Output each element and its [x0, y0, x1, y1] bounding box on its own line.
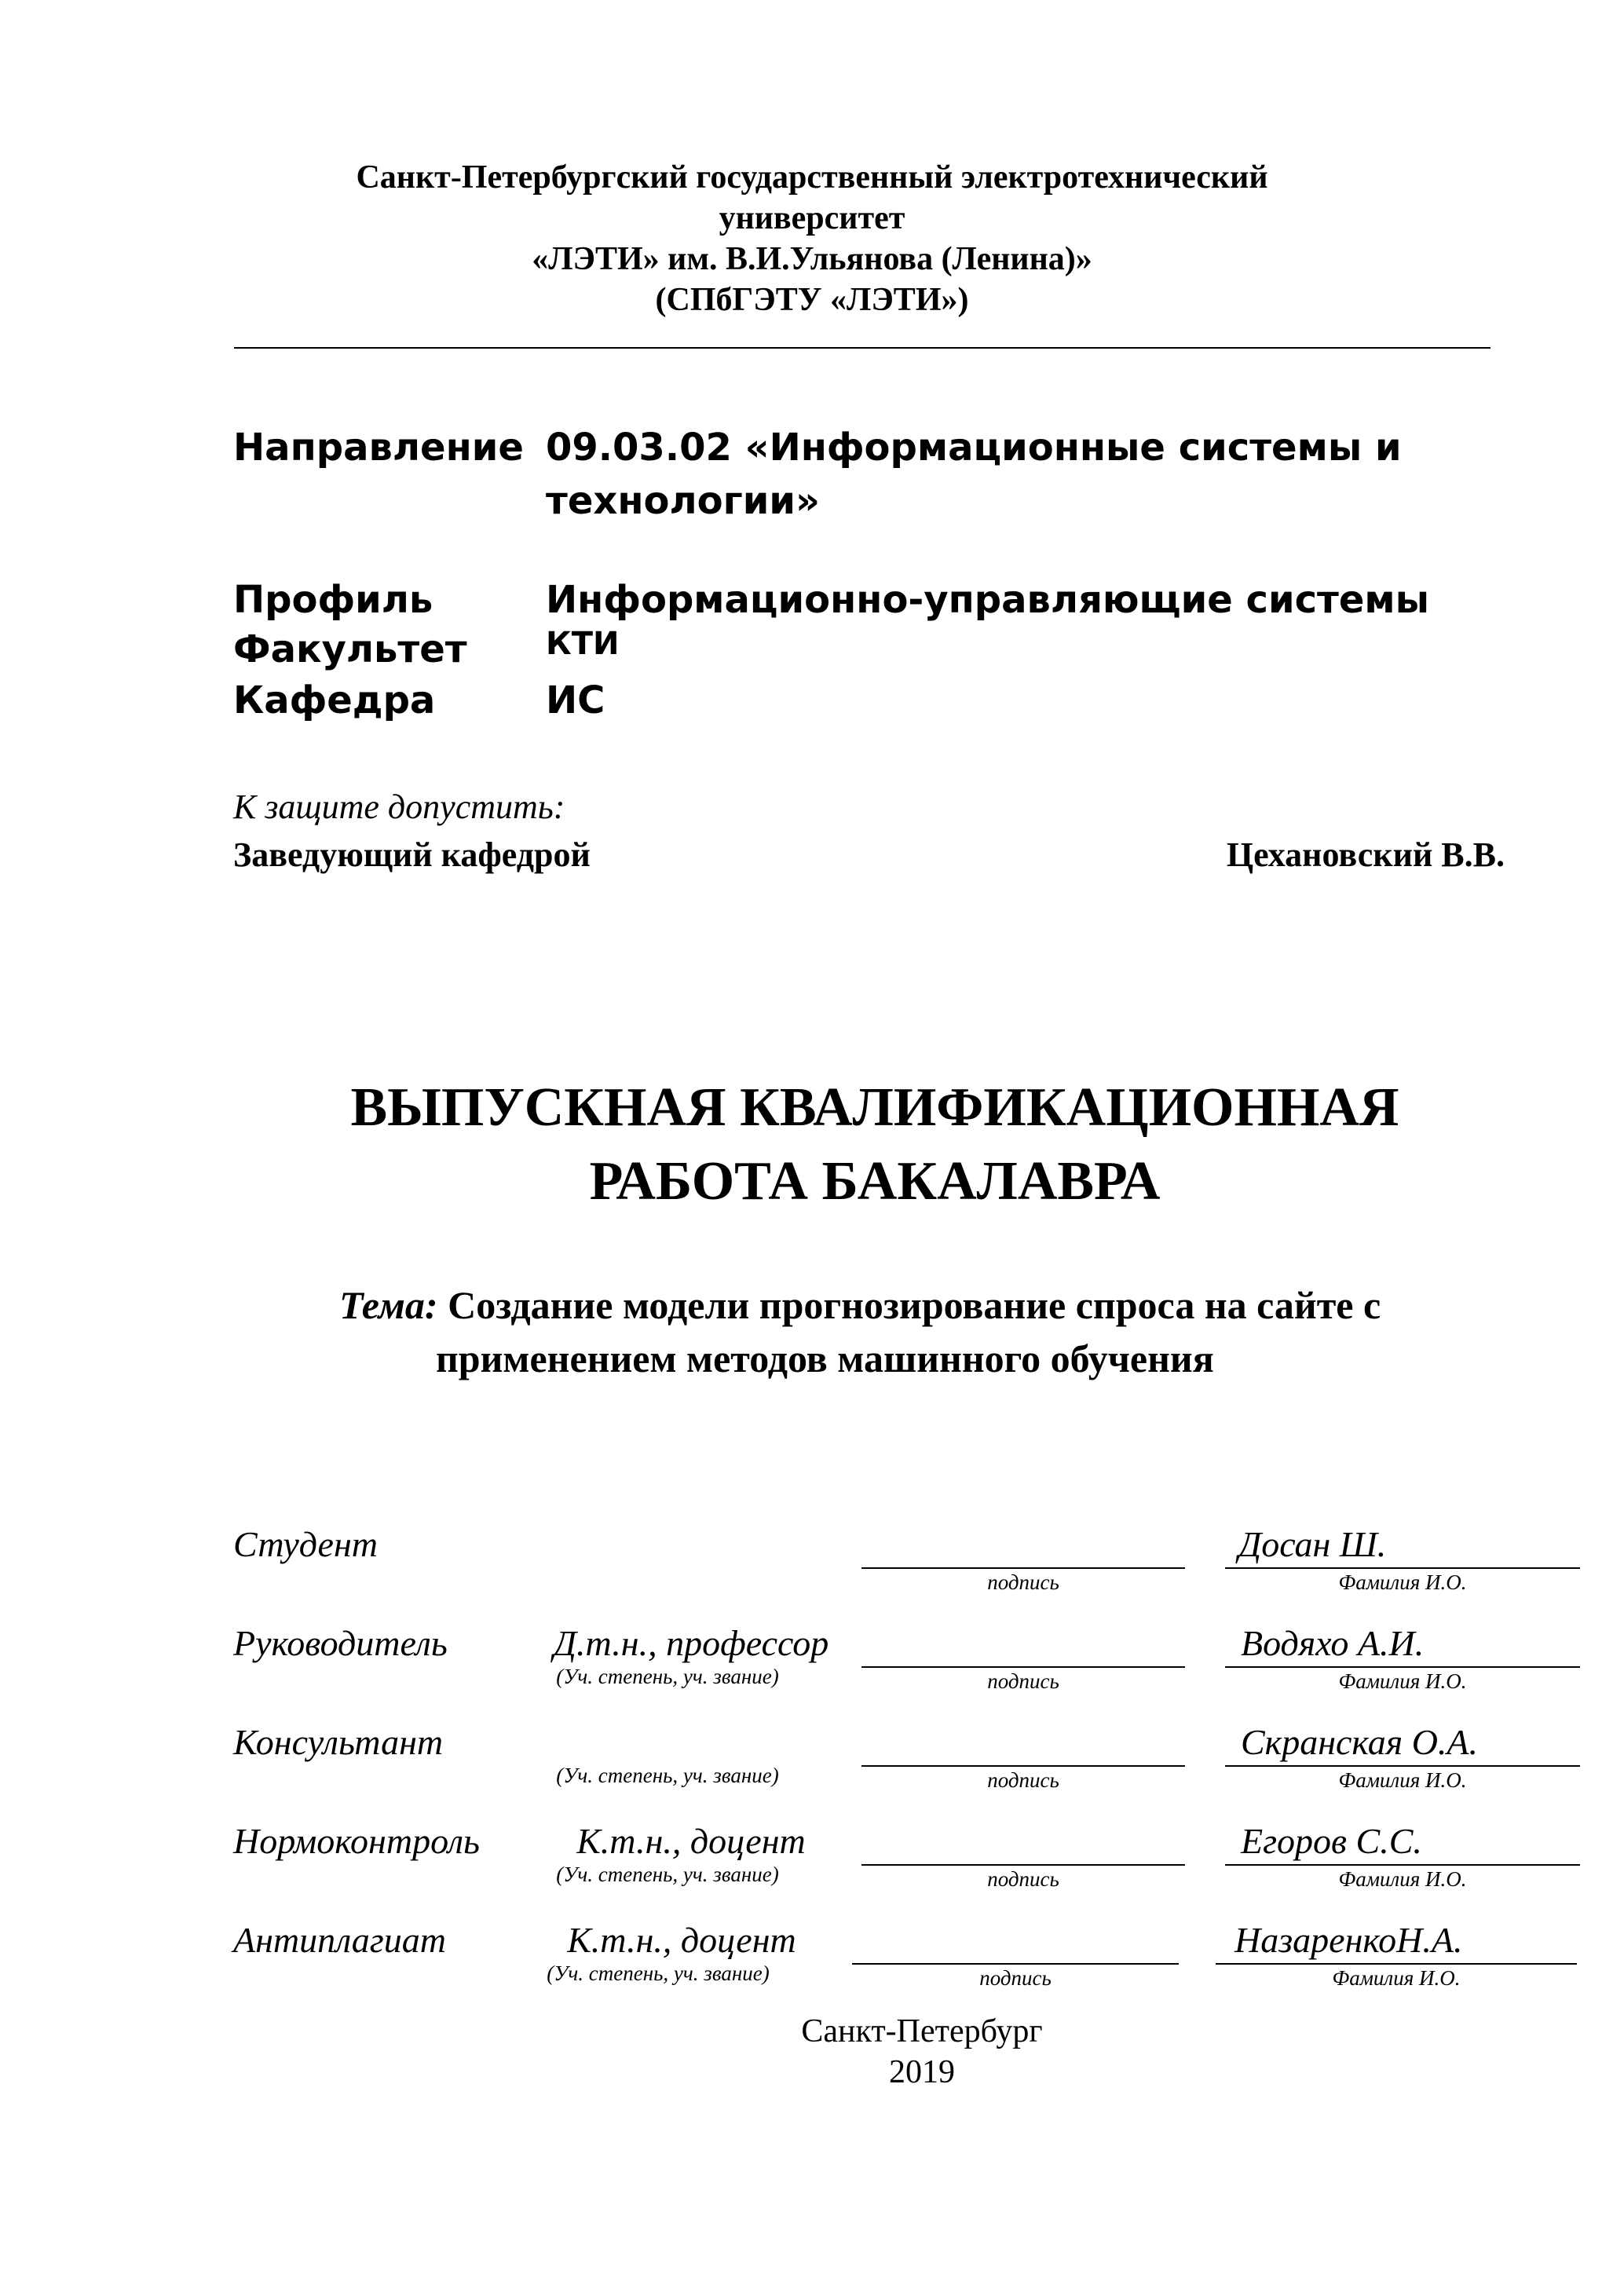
degree-caption: (Уч. степень, уч. звание) — [556, 1764, 779, 1787]
topic-text-line1: Создание модели прогнозирование спроса на сайте с — [448, 1283, 1381, 1327]
consultant-name: Скранская О.А. — [1241, 1722, 1479, 1762]
norm-control-name: Егоров С.С. — [1241, 1821, 1422, 1861]
profile-value: Информационно-управляющие системы — [546, 578, 1430, 622]
signature-caption: подпись — [979, 1966, 1052, 1990]
antiplagiarism-name: НазаренкоН.А. — [1234, 1920, 1463, 1960]
university-name-line2: университет — [719, 200, 905, 236]
signature-line — [861, 1666, 1185, 1668]
topic-text-line2: применением методов машинного обучения — [436, 1336, 1214, 1380]
admission-title: К защите допустить: — [233, 788, 565, 826]
name-line — [1216, 1963, 1577, 1965]
degree-caption: (Уч. степень, уч. звание) — [556, 1863, 779, 1886]
profile-label: Профиль — [233, 578, 433, 622]
university-name-line3: «ЛЭТИ» им. В.И.Ульянова (Ленина)» — [532, 241, 1092, 277]
name-caption: Фамилия И.О. — [1338, 1768, 1467, 1792]
faculty-value: КТИ — [546, 626, 620, 662]
signature-line — [852, 1963, 1179, 1965]
signature-line — [861, 1765, 1185, 1767]
degree-caption: (Уч. степень, уч. звание) — [556, 1665, 779, 1688]
university-name-line1: Санкт-Петербургский государственный электротехнический — [356, 159, 1268, 196]
direction-label: Направление — [233, 426, 524, 470]
university-abbreviation: (СПбГЭТУ «ЛЭТИ») — [655, 282, 969, 318]
signature-caption: подпись — [987, 1570, 1059, 1594]
department-value: ИС — [546, 678, 605, 722]
role-student: Студент — [233, 1524, 378, 1564]
direction-value-line2: технологии» — [546, 479, 820, 523]
degree-caption: (Уч. степень, уч. звание) — [547, 1961, 770, 1985]
name-caption: Фамилия И.О. — [1338, 1669, 1467, 1693]
role-norm-control: Нормоконтроль — [233, 1821, 480, 1861]
role-consultant: Консультант — [233, 1722, 444, 1762]
city: Санкт-Петербург — [801, 2013, 1043, 2049]
head-of-department-label: Заведующий кафедрой — [233, 835, 591, 874]
name-line — [1225, 1666, 1580, 1668]
signature-caption: подпись — [987, 1768, 1059, 1792]
header-divider — [234, 347, 1490, 349]
antiplagiarism-degree: К.т.н., доцент — [567, 1920, 796, 1960]
head-of-department-name: Цехановский В.В. — [1226, 835, 1505, 874]
work-title-line2: РАБОТА БАКАЛАВРА — [589, 1151, 1161, 1212]
name-line — [1225, 1765, 1580, 1767]
norm-control-degree: К.т.н., доцент — [576, 1821, 806, 1861]
topic-label: Тема: — [339, 1283, 438, 1327]
signature-line — [861, 1567, 1185, 1569]
name-caption: Фамилия И.О. — [1338, 1867, 1467, 1891]
year: 2019 — [889, 2054, 955, 2090]
supervisor-name: Водяхо А.И. — [1241, 1623, 1425, 1663]
signature-caption: подпись — [987, 1669, 1059, 1693]
role-antiplagiarism: Антиплагиат — [233, 1920, 446, 1960]
name-line — [1225, 1864, 1580, 1866]
faculty-label: Факультет — [233, 627, 467, 671]
name-caption: Фамилия И.О. — [1332, 1966, 1461, 1990]
work-title-line1: ВЫПУСКНАЯ КВАЛИФИКАЦИОННАЯ — [350, 1077, 1399, 1138]
supervisor-degree: Д.т.н., профессор — [553, 1623, 829, 1663]
student-name: Досан Ш. — [1238, 1524, 1387, 1564]
direction-value-line1: 09.03.02 «Информационные системы и — [546, 426, 1402, 470]
signature-line — [861, 1864, 1185, 1866]
name-caption: Фамилия И.О. — [1338, 1570, 1467, 1594]
topic-line1 — [339, 1278, 1381, 1332]
name-line — [1225, 1567, 1580, 1569]
role-supervisor: Руководитель — [233, 1623, 448, 1663]
department-label: Кафедра — [233, 678, 436, 722]
signature-caption: подпись — [987, 1867, 1059, 1891]
